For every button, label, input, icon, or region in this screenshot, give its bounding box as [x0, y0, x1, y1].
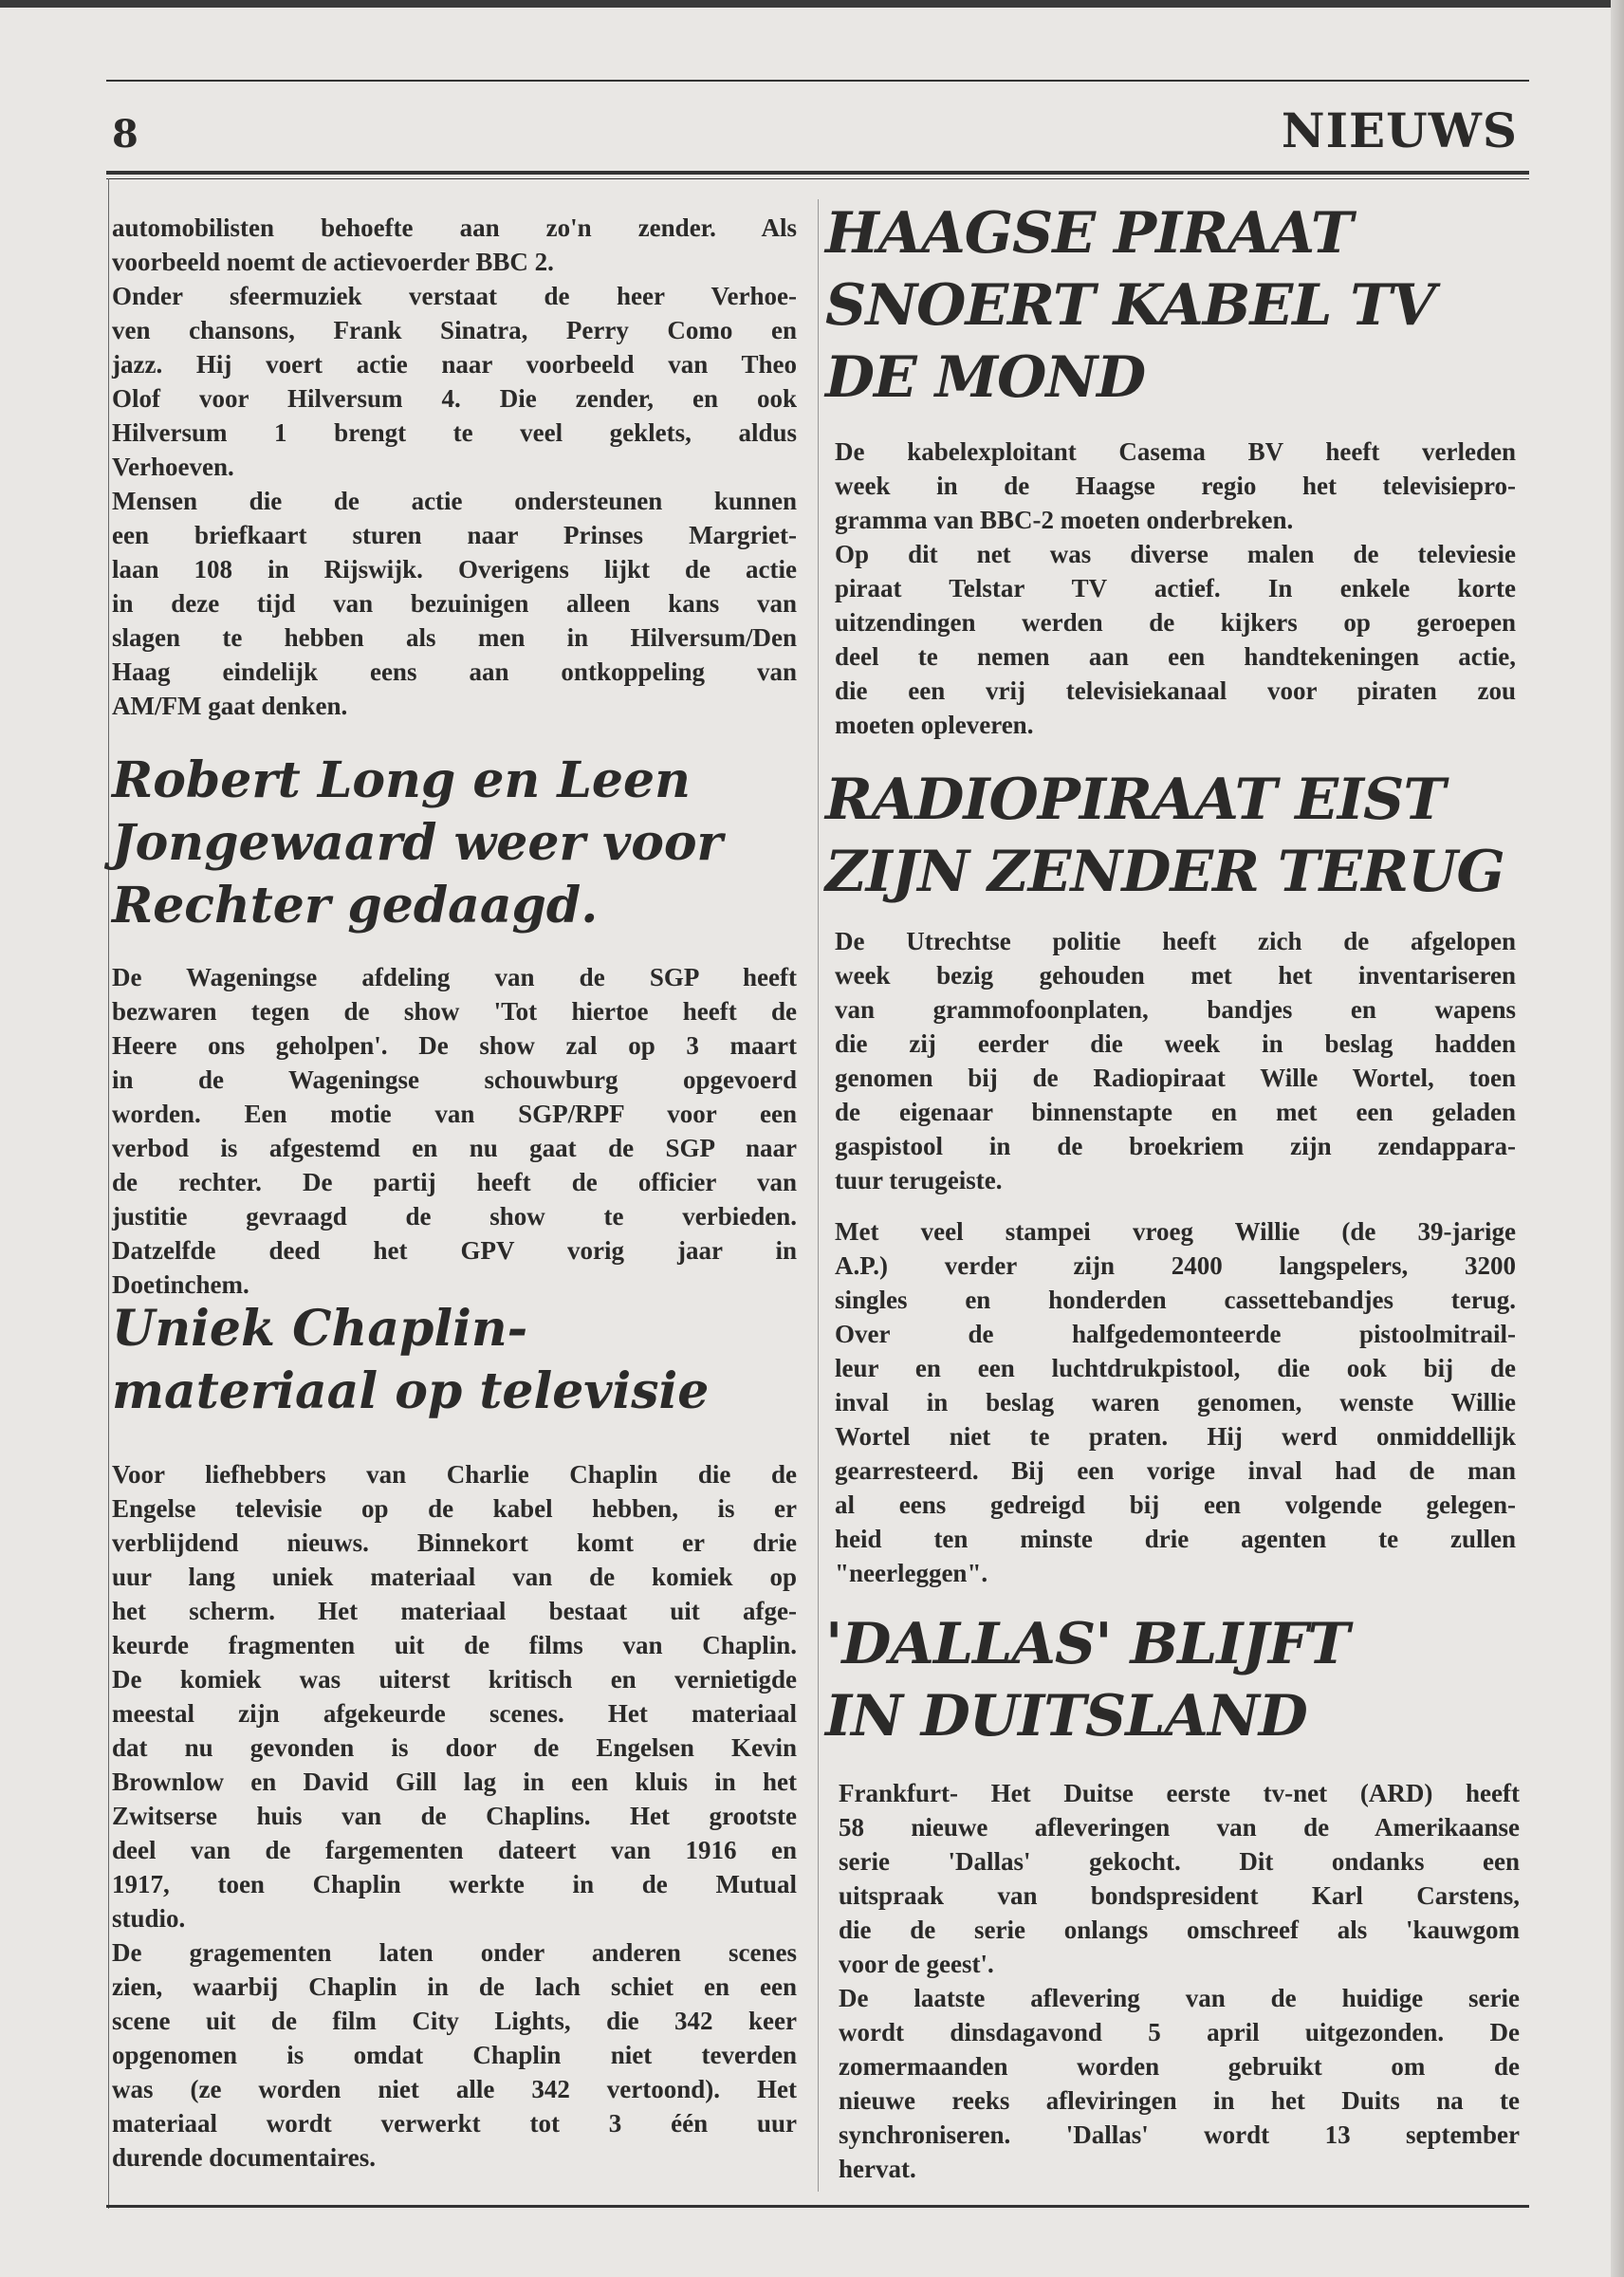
text-line: week bezig gehouden met het inventariseren: [835, 961, 1516, 990]
text-line: keurde fragmenten uit de films van Chaplin.: [112, 1631, 797, 1659]
article-intro-body: [112, 211, 797, 723]
text-line: Brownlow en David Gill lag in een kluis in het: [112, 1768, 797, 1796]
paragraph: [839, 1776, 1520, 1981]
footer-rule: [106, 2205, 1529, 2208]
text-line: zien, waarbij Chaplin in de lach schiet en een: [112, 1972, 797, 2001]
text-line: Heere ons geholpen'. De show zal op 3 maart: [112, 1031, 797, 1060]
text-line: genomen bij de Radiopiraat Wille Wortel, toen: [835, 1064, 1516, 1092]
text-line: dat nu gevonden is door de Engelsen Kevin: [112, 1733, 797, 1762]
text-line: opgenomen is omdat Chaplin niet teverden: [112, 2041, 797, 2069]
text-line: singles en honderden cassettebandjes terug.: [835, 1286, 1516, 1314]
text-line: hervat.: [839, 2155, 916, 2183]
text-line: was (ze worden niet alle 342 vertoond). Het: [112, 2075, 797, 2103]
paragraph: [112, 211, 797, 279]
headline-line: SNOERT KABEL TV: [825, 272, 1435, 339]
text-line: deel te nemen aan een handtekeningen actie,: [835, 642, 1516, 671]
text-line: materiaal wordt verwerkt tot 3 één uur: [112, 2109, 797, 2138]
headline-line: 'DALLAS' BLIJFT: [825, 1611, 1350, 1677]
text-line: nieuwe reeks afleviringen in het Duits na te: [839, 2086, 1520, 2115]
headline-line: ZIJN ZENDER TERUG: [825, 839, 1504, 905]
text-line: Frankfurt- Het Duitse eerste tv-net (ARD) heeft: [839, 1779, 1520, 1807]
text-line: deel van de fargementen dateert van 1916 en: [112, 1836, 797, 1864]
text-line: A.P.) verder zijn 2400 langspelers, 3200: [835, 1251, 1516, 1280]
text-line: Verhoeven.: [112, 453, 234, 481]
text-line: een briefkaart sturen naar Prinses Margriet-: [112, 521, 797, 549]
article-chaplin-body: [112, 1457, 797, 2175]
text-line: heid ten minste drie agenten te zullen: [835, 1525, 1516, 1553]
text-line: Onder sfeermuziek verstaat de heer Verhoe-: [112, 282, 797, 310]
paragraph: [839, 1981, 1520, 2186]
headline-line: Rechter gedaagd.: [112, 877, 599, 935]
text-line: piraat Telstar TV actief. In enkele korte: [835, 574, 1516, 602]
text-line: bezwaren tegen de show 'Tot hiertoe heeft de: [112, 997, 797, 1026]
text-line: verbod is afgestemd en nu gaat de SGP naar: [112, 1134, 797, 1162]
text-line: Datzelfde deed het GPV vorig jaar in: [112, 1236, 797, 1265]
article-dallas-body: [839, 1776, 1520, 2186]
text-line: "neerleggen".: [835, 1559, 988, 1587]
text-line: de rechter. De partij heeft de officier van: [112, 1168, 797, 1196]
article-robert-long-body: [112, 960, 797, 1302]
text-line: synchroniseren. 'Dallas' wordt 13 september: [839, 2120, 1520, 2149]
text-line: De laatste aflevering van de huidige serie: [839, 1984, 1520, 2012]
text-line: Olof voor Hilversum 4. Die zender, en ook: [112, 384, 797, 413]
text-line: van grammofoonplaten, bandjes en wapens: [835, 995, 1516, 1024]
headline-radiopiraat: [825, 764, 1527, 908]
headline-line: materiaal op televisie: [112, 1362, 710, 1420]
page-top-edge: [0, 0, 1624, 8]
page-right-edge: [1611, 0, 1624, 2277]
text-line: het scherm. Het materiaal bestaat uit afge-: [112, 1597, 797, 1625]
header-bottom-rule-thin: [106, 178, 1529, 179]
text-line: Voor liefhebbers van Charlie Chaplin die de: [112, 1460, 797, 1489]
text-line: moeten opleveren.: [835, 711, 1034, 739]
headline-robert-long: [112, 750, 814, 937]
text-line: studio.: [112, 1904, 186, 1933]
paragraph: [835, 435, 1516, 537]
text-line: Mensen die de actie ondersteunen kunnen: [112, 487, 797, 515]
text-line: gramma van BBC-2 moeten onderbreken.: [835, 506, 1294, 534]
text-line: jazz. Hij voert actie naar voorbeeld van Theo: [112, 350, 797, 379]
paragraph: [112, 279, 797, 484]
text-line: justitie gevraagd de show te verbieden.: [112, 1202, 797, 1231]
text-line: week in de Haagse regio het televisiepro-: [835, 472, 1516, 500]
text-line: De Utrechtse politie heeft zich de afgelopen: [835, 927, 1516, 955]
text-line: meestal zijn afgekeurde scenes. Het materiaal: [112, 1699, 797, 1728]
text-line: laan 108 in Rijswijk. Overigens lijkt de actie: [112, 555, 797, 583]
text-line: die de serie onlangs omschreef als 'kauwgom: [839, 1916, 1520, 1944]
text-line: in de Wageningse schouwburg opgevoerd: [112, 1065, 797, 1094]
paragraph: [835, 924, 1516, 1197]
column-divider: [818, 199, 819, 2192]
text-line: uur lang uniek materiaal van de komiek op: [112, 1563, 797, 1591]
text-line: in deze tijd van bezuinigen alleen kans van: [112, 589, 797, 618]
headline-line: HAAGSE PIRAAT: [825, 200, 1353, 267]
text-line: Haag eindelijk eens aan ontkoppeling van: [112, 657, 797, 686]
text-line: voor de geest'.: [839, 1950, 994, 1978]
text-line: automobilisten behoefte aan zo'n zender. Als: [112, 213, 797, 242]
text-line: voorbeeld noemt de actievoerder BBC 2.: [112, 248, 554, 276]
text-line: Zwitserse huis van de Chaplins. Het grootste: [112, 1802, 797, 1830]
text-line: de eigenaar binnenstapte en met een geladen: [835, 1098, 1516, 1126]
headline-haagse-piraat: [825, 197, 1527, 414]
headline-dallas: [825, 1608, 1527, 1752]
left-frame-line: [108, 178, 109, 2209]
text-line: Over de halfgedemonteerde pistoolmitrail-: [835, 1320, 1516, 1348]
text-line: AM/FM gaat denken.: [112, 692, 348, 720]
headline-line: DE MOND: [825, 344, 1146, 411]
headline-line: Jongewaard weer voor: [112, 814, 723, 872]
article-haagse-piraat-body: [835, 435, 1516, 742]
text-line: 58 nieuwe afleveringen van de Amerikaanse: [839, 1813, 1520, 1842]
text-line: die een vrij televisiekanaal voor piraten zou: [835, 676, 1516, 705]
text-line: Op dit net was diverse malen de televiesie: [835, 540, 1516, 568]
text-line: scene uit de film City Lights, die 342 keer: [112, 2007, 797, 2035]
text-line: gaspistool in de broekriem zijn zendappara-: [835, 1132, 1516, 1160]
text-line: gearresteerd. Bij een vorige inval had de man: [835, 1456, 1516, 1485]
text-line: De kabelexploitant Casema BV heeft verleden: [835, 437, 1516, 466]
headline-line: Robert Long en Leen: [112, 751, 691, 809]
headline-line: RADIOPIRAAT EIST: [825, 767, 1445, 833]
text-line: inval in beslag waren genomen, wenste Willie: [835, 1388, 1516, 1416]
text-line: verblijdend nieuws. Binnekort komt er drie: [112, 1528, 797, 1557]
text-line: zomermaanden worden gebruikt om de: [839, 2052, 1520, 2081]
headline-line: IN DUITSLAND: [825, 1683, 1307, 1749]
text-line: worden. Een motie van SGP/RPF voor een: [112, 1100, 797, 1128]
text-line: Engelse televisie op de kabel hebben, is er: [112, 1494, 797, 1523]
text-line: 1917, toen Chaplin werkte in de Mutual: [112, 1870, 797, 1898]
text-line: Hilversum 1 brengt te veel geklets, aldus: [112, 418, 797, 447]
paragraph: [112, 484, 797, 723]
text-line: tuur terugeiste.: [835, 1166, 1003, 1194]
paragraph-gap: [835, 1197, 1516, 1214]
text-line: serie 'Dallas' gekocht. Dit ondanks een: [839, 1847, 1520, 1876]
text-line: De gragementen laten onder anderen scenes: [112, 1938, 797, 1967]
section-title: NIEUWS: [1281, 102, 1518, 158]
paragraph: [112, 960, 797, 1302]
paragraph: [835, 537, 1516, 742]
text-line: die zij eerder die week in beslag hadden: [835, 1029, 1516, 1058]
text-line: uitzendingen werden de kijkers op geroepen: [835, 608, 1516, 637]
headline-line: Uniek Chaplin-: [112, 1300, 528, 1358]
page-number: 8: [112, 112, 138, 157]
text-line: De Wageningse afdeling van de SGP heeft: [112, 963, 797, 991]
text-line: uitspraak van bondspresident Karl Carstens,: [839, 1881, 1520, 1910]
text-line: Doetinchem.: [112, 1270, 249, 1299]
text-line: ven chansons, Frank Sinatra, Perry Como en: [112, 316, 797, 344]
text-line: Met veel stampei vroeg Willie (de 39-jarige: [835, 1217, 1516, 1246]
text-line: al eens gedreigd bij een volgende gelegen-: [835, 1490, 1516, 1519]
text-line: De komiek was uiterst kritisch en vernietigde: [112, 1665, 797, 1694]
text-line: Wortel niet te praten. Hij werd onmiddellijk: [835, 1422, 1516, 1451]
paragraph: [112, 1457, 797, 1935]
text-line: slagen te hebben als men in Hilversum/Den: [112, 623, 797, 652]
paragraph: [835, 1214, 1516, 1590]
headline-chaplin: [112, 1298, 814, 1423]
text-line: leur en een luchtdrukpistool, die ook bij de: [835, 1354, 1516, 1382]
header-bottom-rule: [106, 171, 1529, 175]
header-top-rule: [106, 80, 1529, 82]
text-line: durende documentaires.: [112, 2143, 377, 2172]
paragraph: [112, 1935, 797, 2175]
text-line: wordt dinsdagavond 5 april uitgezonden. De: [839, 2018, 1520, 2046]
article-radiopiraat-body: [835, 924, 1516, 1590]
